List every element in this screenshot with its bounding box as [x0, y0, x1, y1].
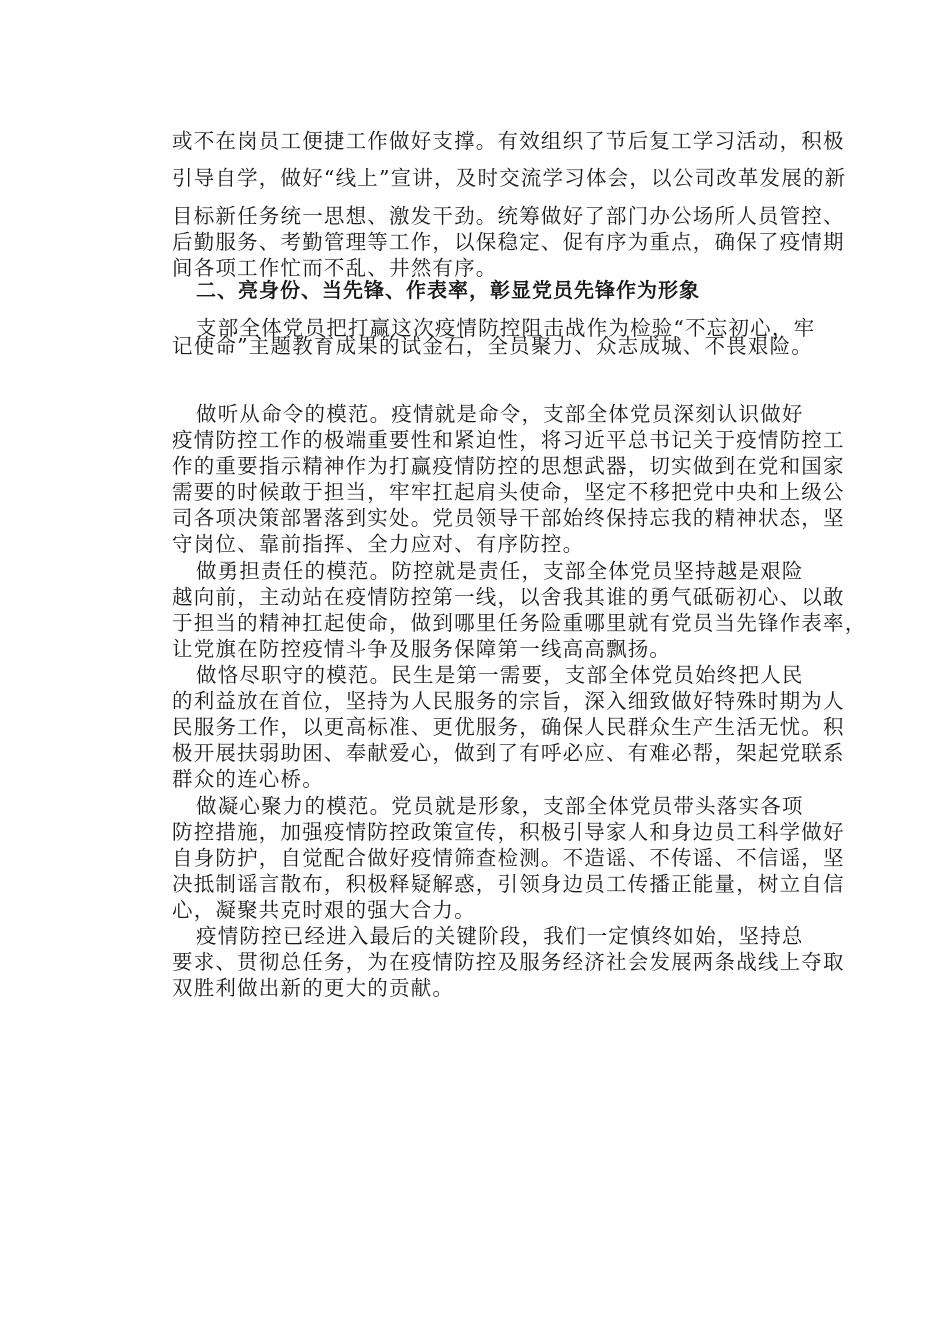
paragraph-line: 间各项工作忙而不乱、井然有序。: [172, 256, 498, 280]
paragraph-line: 司各项决策部署落到实处。党员领导干部始终保持忘我的精神状态，坚: [172, 506, 845, 530]
paragraph-line: 或不在岗员工便捷工作做好支撑。有效组织了节后复工学习活动，积极: [172, 129, 845, 153]
paragraph-line: 民服务工作，以更高标准、更优服务，确保人民群众生产生活无忧。积: [172, 715, 845, 739]
section-heading: 二、亮身份、当先锋、作表率，彰显党员先锋作为形象: [196, 278, 700, 302]
paragraph-line: 群众的连心桥。: [172, 767, 324, 791]
paragraph-line: 决抵制谣言散布，积极释疑解惑，引领身边员工传播正能量，树立自信: [172, 872, 845, 896]
paragraph-line: 做听从命令的模范。疫情就是命令，支部全体党员深刻认识做好: [196, 402, 804, 426]
paragraph-line: 目标新任务统一思想、激发干劲。统筹做好了部门办公场所人员管控、: [172, 204, 845, 228]
paragraph-line: 的利益放在首位，坚持为人民服务的宗旨，深入细致做好特殊时期为人: [172, 689, 845, 713]
paragraph-line: 作的重要指示精神作为打赢疫情防控的思想武器，切实做到在党和国家: [172, 454, 845, 478]
paragraph-line: 双胜利做出新的更大的贡献。: [172, 976, 455, 1000]
paragraph-line: 让党旗在防控疫情斗争及服务保障第一线高高飘扬。: [172, 637, 672, 661]
paragraph-line: 做恪尽职守的模范。民生是第一需要，支部全体党员始终把人民: [196, 663, 804, 687]
paragraph-line: 心，凝聚共克时艰的强大合力。: [172, 898, 476, 922]
paragraph-line: 引导自学，做好“线上”宣讲，及时交流学习体会，以公司改革发展的新: [172, 166, 847, 190]
paragraph-line: 自身防护，自觉配合做好疫情筛查检测。不造谣、不传谣、不信谣，坚: [172, 846, 845, 870]
paragraph-line: 做勇担责任的模范。防控就是责任，支部全体党员坚持越是艰险: [196, 559, 804, 583]
paragraph-line: 疫情防控已经进入最后的关键阶段，我们一定慎终如始，坚持总: [196, 924, 804, 948]
paragraph-line: 支部全体党员把打赢这次疫情防控阻击战作为检验“不忘初心，牢: [196, 316, 816, 340]
paragraph-line: 要求、贯彻总任务，为在疫情防控及服务经济社会发展两条战线上夺取: [172, 950, 845, 974]
paragraph-line: 于担当的精神扛起使命，做到哪里任务险重哪里就有党员当先锋作表率，: [172, 611, 867, 635]
paragraph-line: 记使命”主题教育成果的试金石，全员聚力、众志成城、不畏艰险。: [172, 334, 813, 358]
paragraph-line: 防控措施，加强疫情防控政策宣传，积极引导家人和身边员工科学做好: [172, 820, 845, 844]
paragraph-line: 需要的时候敢于担当，牢牢扛起肩头使命，坚定不移把党中央和上级公: [172, 480, 845, 504]
paragraph-line: 做凝心聚力的模范。党员就是形象，支部全体党员带头落实各项: [196, 794, 804, 818]
paragraph-line: 极开展扶弱助困、奉献爱心，做到了有呼必应、有难必帮，架起党联系: [172, 741, 845, 765]
paragraph-line: 守岗位、靠前指挥、全力应对、有序防控。: [172, 532, 585, 556]
paragraph-line: 疫情防控工作的极端重要性和紧迫性，将习近平总书记关于疫情防控工: [172, 428, 845, 452]
paragraph-line: 后勤服务、考勤管理等工作，以保稳定、促有序为重点，确保了疫情期: [172, 230, 845, 254]
paragraph-line: 越向前，主动站在疫情防控第一线，以舍我其谁的勇气砥砺初心、以敢: [172, 585, 845, 609]
